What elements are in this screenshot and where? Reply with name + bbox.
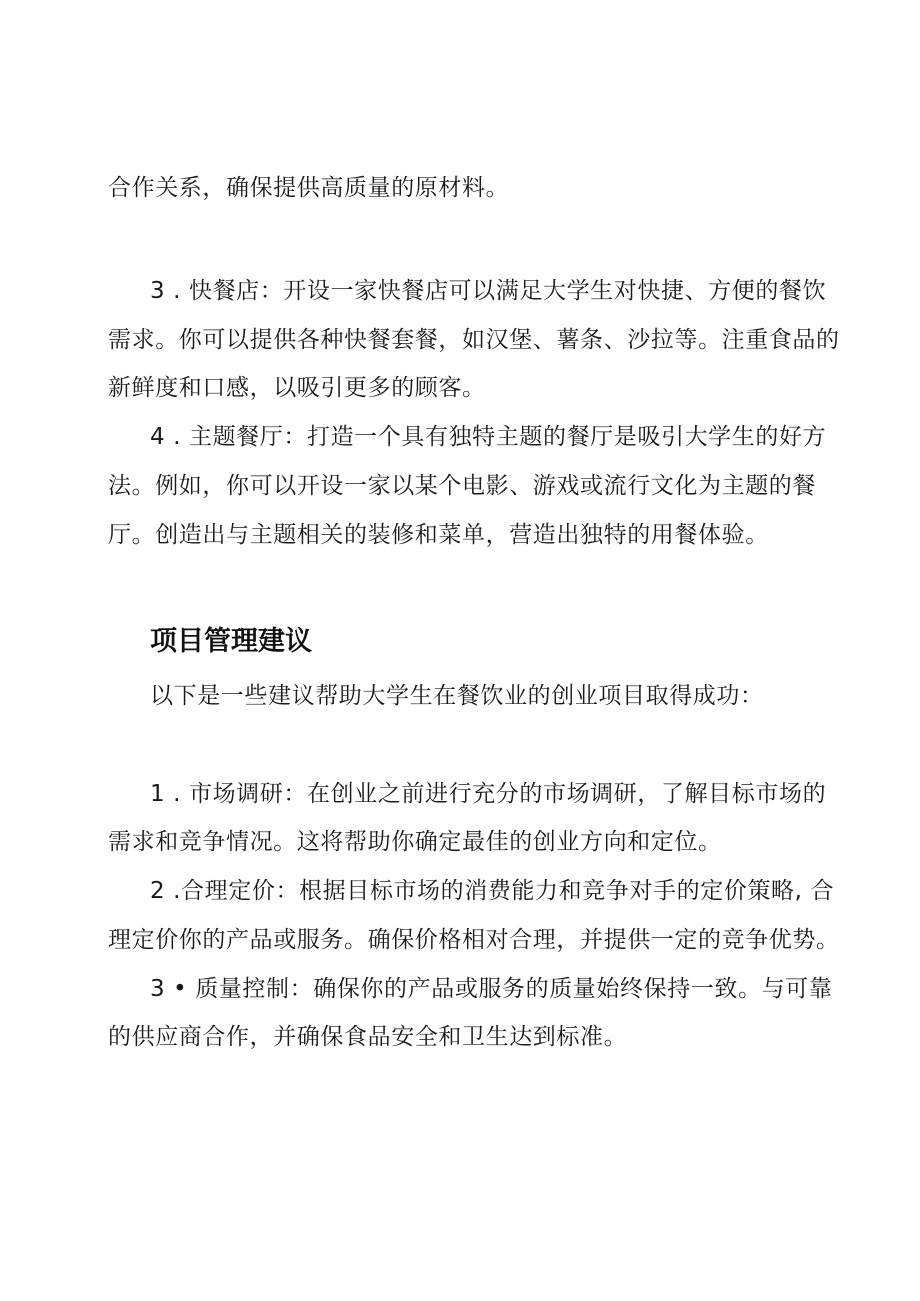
section-heading: 项目管理建议 xyxy=(150,626,312,657)
paragraph-line: 2 .合理定价：根据目标市场的消费能力和竞争对手的定价策略, 合 xyxy=(150,878,835,904)
paragraph-line: 新鲜度和口感，以吸引更多的顾客。 xyxy=(108,375,486,401)
paragraph-line: 1 . 市场调研：在创业之前进行充分的市场调研，了解目标市场的 xyxy=(150,781,827,807)
paragraph-line: 3 . 快餐店：开设一家快餐店可以满足大学生对快捷、方便的餐饮 xyxy=(150,278,827,304)
paragraph-line: 的供应商合作，并确保食品安全和卫生达到标准。 xyxy=(108,1024,628,1050)
intro-line: 合作关系，确保提供高质量的原材料。 xyxy=(108,175,510,201)
paragraph-line: 厅。创造出与主题相关的装修和菜单，营造出独特的用餐体验。 xyxy=(108,522,769,548)
paragraph-line: 需求。你可以提供各种快餐套餐，如汉堡、薯条、沙拉等。注重食品的 xyxy=(108,327,840,353)
paragraph-line: 4 . 主题餐厅：打造一个具有独特主题的餐厅是吸引大学生的好方 xyxy=(150,424,827,450)
section-intro: 以下是一些建议帮助大学生在餐饮业的创业项目取得成功： xyxy=(150,683,764,709)
paragraph-line: 3 • 质量控制：确保你的产品或服务的质量始终保持一致。与可靠 xyxy=(150,976,833,1002)
paragraph-line: 需求和竞争情况。这将帮助你确定最佳的创业方向和定位。 xyxy=(108,829,722,855)
paragraph-line: 理定价你的产品或服务。确保价格相对合理，并提供一定的竞争优势。 xyxy=(108,927,840,953)
paragraph-line: 法。例如，你可以开设一家以某个电影、游戏或流行文化为主题的餐 xyxy=(108,473,816,499)
